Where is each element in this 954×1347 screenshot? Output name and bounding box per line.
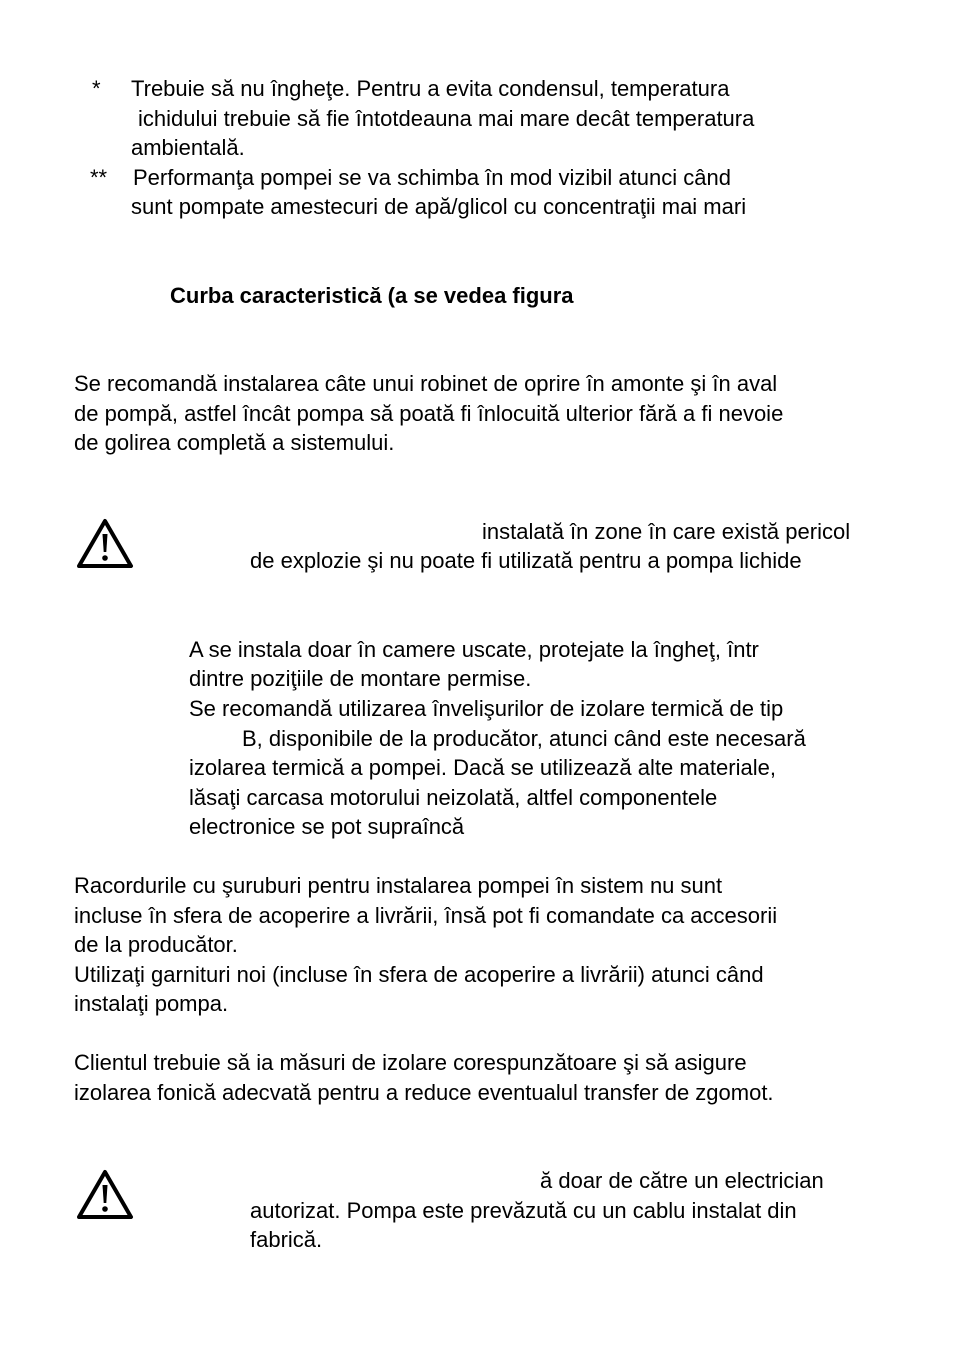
paragraph-line: Clientul trebuie să ia măsuri de izolare corespunzătoare şi să asigure <box>74 1050 747 1075</box>
footnote-line: ichidului trebuie să fie întotdeauna mai mare decât temperatura <box>138 106 755 131</box>
warning-line: ă doar de către un electrician <box>540 1168 824 1193</box>
paragraph-line: Racordurile cu şuruburi pentru instalarea pompei în sistem nu sunt <box>74 873 723 898</box>
paragraph-line: Utilizaţi garnituri noi (incluse în sfera de acoperire a livrării) atunci când <box>74 962 764 987</box>
paragraph-line: incluse în sfera de acoperire a livrării, însă pot fi comandate ca accesorii <box>74 903 778 928</box>
paragraph-line: de pompă, astfel încât pompa să poată fi înlocuită ulterior fără a fi nevoie <box>74 401 784 426</box>
warning-line: fabrică. <box>250 1227 323 1252</box>
paragraph-line: Se recomandă instalarea câte unui robinet de oprire în amonte şi în aval <box>74 371 778 396</box>
warning-line: autorizat. Pompa este prevăzută cu un cablu instalat din <box>250 1198 797 1223</box>
paragraph-line: de la producător. <box>74 932 238 957</box>
warning-line: instalată în zone în care există pericol <box>482 519 851 544</box>
footnote-marker: * <box>92 76 101 101</box>
footnote-line: sunt pompate amestecuri de apă/glicol cu concentraţii mai mari <box>131 194 747 219</box>
footnote-marker: ** <box>90 165 108 190</box>
warning-triangle-icon <box>76 1168 134 1220</box>
installation-line: B, disponibile de la producător, atunci când este necesară <box>242 726 806 751</box>
section-heading: Curba caracteristică (a se vedea figura <box>170 283 574 308</box>
warning-triangle-icon <box>76 517 134 569</box>
footnote-line: Trebuie să nu îngheţe. Pentru a evita condensul, temperatura <box>131 76 730 101</box>
installation-line: electronice se pot supraîncă <box>189 814 465 839</box>
installation-line: A se instala doar în camere uscate, protejate la îngheţ, într <box>189 637 759 662</box>
installation-line: Se recomandă utilizarea învelişurilor de izolare termică de tip <box>189 696 784 721</box>
installation-line: izolarea termică a pompei. Dacă se utilizează alte materiale, <box>189 755 776 780</box>
installation-line: lăsaţi carcasa motorului neizolată, altfel componentele <box>189 785 718 810</box>
footnote-line: Performanţa pompei se va schimba în mod vizibil atunci când <box>133 165 731 190</box>
paragraph-line: instalaţi pompa. <box>74 991 229 1016</box>
paragraph-line: izolarea fonică adecvată pentru a reduce eventualul transfer de zgomot. <box>74 1080 774 1105</box>
footnote-line: ambientală. <box>131 135 245 160</box>
warning-line: de explozie şi nu poate fi utilizată pentru a pompa lichide <box>250 548 802 573</box>
paragraph-line: de golirea completă a sistemului. <box>74 430 395 455</box>
installation-line: dintre poziţiile de montare permise. <box>189 666 532 691</box>
